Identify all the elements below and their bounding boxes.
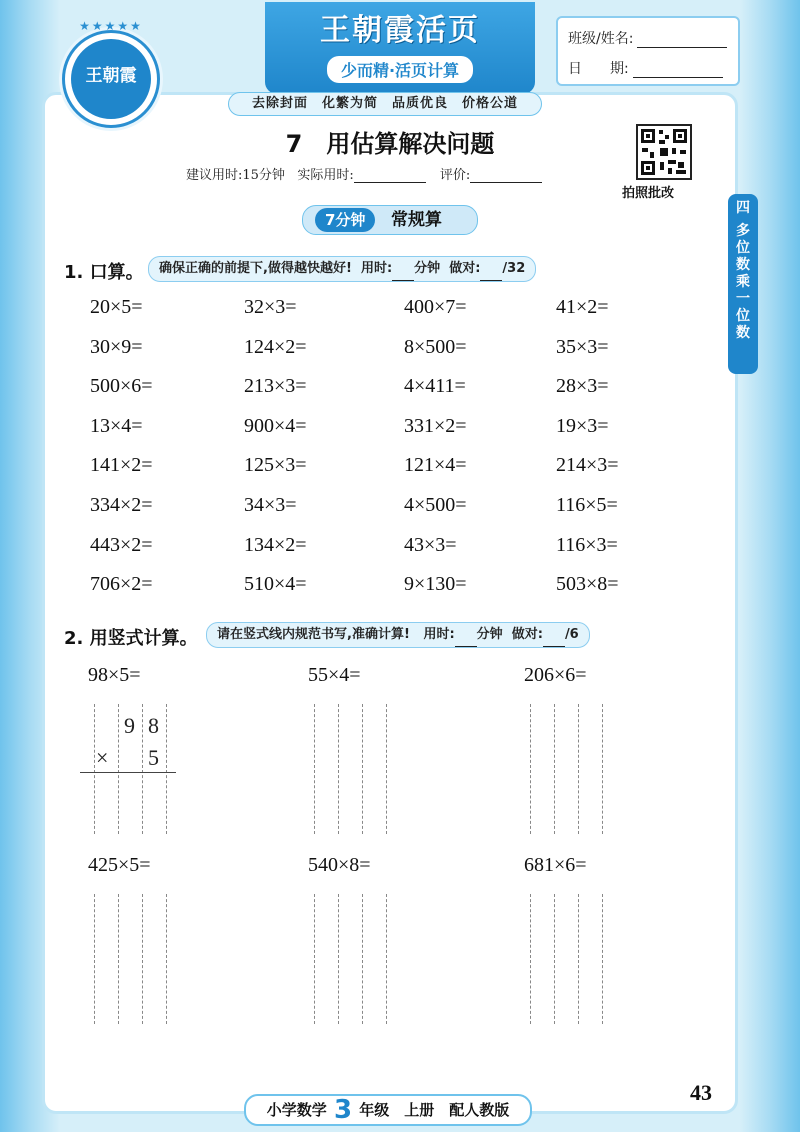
slogan-bar: 去除封面 化繁为简 品质优良 价格公道 xyxy=(228,92,542,116)
oral-problem: 4×411= xyxy=(404,375,466,398)
oral-problem: 214×3= xyxy=(556,454,619,477)
vertical-guide-line xyxy=(338,894,340,1024)
badge-time: 7分钟 xyxy=(315,208,375,232)
side-tab-char: 位 xyxy=(736,308,750,324)
footer-grade-number: 3 xyxy=(333,1095,353,1125)
oral-problem: 400×7= xyxy=(404,296,467,318)
vertical-guide-line xyxy=(118,894,120,1024)
oral-problem: 116×5= xyxy=(556,494,618,516)
section1-title: 1. 口算。 xyxy=(64,262,144,283)
oral-problem: 43×3= xyxy=(404,533,457,556)
multiply-sign: × xyxy=(96,745,109,770)
brand-subtitle: 少而精·活页计算 xyxy=(327,56,473,83)
time-meta xyxy=(186,164,552,183)
vertical-problem: 55×4= xyxy=(308,664,361,686)
vertical-guide-line xyxy=(166,894,168,1024)
section2-time-label: 用时: xyxy=(423,627,455,642)
oral-problem: 41×2= xyxy=(556,296,609,318)
section1-time-unit: 分钟 xyxy=(414,261,441,276)
side-tab-char: 四 xyxy=(736,200,750,216)
date-row xyxy=(568,58,723,78)
section2-correct-field[interactable] xyxy=(543,634,565,647)
oral-problem: 213×3= xyxy=(244,375,307,398)
logo-text: 王朝霞 xyxy=(71,39,151,119)
section1-time-field[interactable] xyxy=(392,268,414,281)
vertical-guide-line xyxy=(118,704,120,834)
oral-problem: 28×3= xyxy=(556,375,609,398)
vertical-guide-line xyxy=(142,894,144,1024)
content-frame xyxy=(42,92,738,1114)
section2-tip-text: 请在竖式线内规范书写,准确计算! xyxy=(217,627,410,642)
oral-problem: 500×6= xyxy=(90,375,153,398)
oral-problem: 141×2= xyxy=(90,454,153,477)
oral-problem: 30×9= xyxy=(90,335,143,358)
oral-problem: 900×4= xyxy=(244,414,307,437)
actual-time-label: 实际用时: xyxy=(297,168,354,183)
vertical-problem: 540×8= xyxy=(308,854,371,876)
date-label: 日 期: xyxy=(568,61,629,77)
qr-code-icon[interactable] xyxy=(636,124,692,180)
oral-problem: 32×3= xyxy=(244,296,297,318)
example-digit: 8 xyxy=(148,713,159,738)
section1-tip xyxy=(148,256,536,282)
section2-correct-label: 做对: xyxy=(511,627,543,642)
lesson-title: 7 用估算解决问题 xyxy=(285,130,495,158)
vertical-problem: 681×6= xyxy=(524,854,587,876)
section1-total: /32 xyxy=(502,261,526,276)
oral-problem: 35×3= xyxy=(556,335,609,358)
oral-problem: 19×3= xyxy=(556,414,609,437)
section2-tip xyxy=(206,622,590,648)
vertical-guide-line xyxy=(578,894,580,1024)
vertical-guide-line xyxy=(602,704,604,834)
section2-time-field[interactable] xyxy=(455,634,477,647)
oral-problem: 331×2= xyxy=(404,414,467,437)
section-badge xyxy=(302,205,478,235)
section1-tip-text: 确保正确的前提下,做得越快越好! xyxy=(159,261,352,276)
vertical-guide-line xyxy=(578,704,580,834)
example-digit: 5 xyxy=(148,745,159,770)
oral-problem: 443×2= xyxy=(90,533,153,556)
section2-total: /6 xyxy=(564,627,579,642)
vertical-guide-line xyxy=(362,704,364,834)
page-number: 43 xyxy=(690,1080,712,1105)
oral-problem: 9×130= xyxy=(404,573,467,596)
vertical-guide-line xyxy=(94,894,96,1024)
side-tab-char: 多 xyxy=(736,223,750,239)
vertical-guide-line xyxy=(142,704,144,834)
brand-logo xyxy=(62,19,160,128)
vertical-guide-line xyxy=(386,704,388,834)
oral-problem: 121×4= xyxy=(404,454,467,477)
brand-title: 王朝霞活页 xyxy=(320,13,480,48)
section2-title: 2. 用竖式计算。 xyxy=(64,628,198,649)
section1-time-label: 用时: xyxy=(360,261,393,276)
vertical-guide-line xyxy=(338,704,340,834)
example-digit: 9 xyxy=(124,713,135,738)
class-name-label: 班级/姓名: xyxy=(568,31,634,47)
side-tab-char: 一 xyxy=(736,291,750,307)
student-info-box xyxy=(556,16,740,86)
vertical-guide-line xyxy=(530,704,532,834)
side-tab-char: 位 xyxy=(736,240,750,256)
oral-problem: 124×2= xyxy=(244,335,307,358)
oral-problem: 510×4= xyxy=(244,573,307,596)
badge-name: 常规算 xyxy=(391,210,442,230)
oral-problem: 706×2= xyxy=(90,573,153,596)
oral-problem: 4×500= xyxy=(404,494,467,516)
class-name-row xyxy=(568,28,727,48)
side-tab-char: 数 xyxy=(736,325,750,341)
example-underline xyxy=(80,772,176,773)
vertical-problem: 98×5= xyxy=(88,664,141,686)
footer-bar xyxy=(244,1094,532,1126)
rating-label: 评价: xyxy=(439,168,471,183)
oral-problem: 13×4= xyxy=(90,414,143,437)
suggested-time: 建议用时:15分钟 xyxy=(186,168,285,183)
oral-problem: 125×3= xyxy=(244,454,307,477)
oral-problem: 20×5= xyxy=(90,296,143,318)
rating-field[interactable] xyxy=(470,170,542,183)
vertical-guide-line xyxy=(554,894,556,1024)
date-field[interactable] xyxy=(633,63,723,78)
actual-time-field[interactable] xyxy=(354,170,426,183)
vertical-guide-line xyxy=(166,704,168,834)
chapter-side-tab xyxy=(728,194,758,374)
section1-correct-field[interactable] xyxy=(480,268,502,281)
oral-problem: 334×2= xyxy=(90,494,153,516)
footer-grade-rest: 年级 上册 配人教版 xyxy=(359,1101,510,1119)
oral-problem: 34×3= xyxy=(244,494,297,516)
vertical-guide-line xyxy=(554,704,556,834)
section1-correct-label: 做对: xyxy=(449,261,481,276)
vertical-problem: 206×6= xyxy=(524,664,587,686)
oral-problem: 134×2= xyxy=(244,533,307,556)
vertical-guide-line xyxy=(314,894,316,1024)
brand-banner xyxy=(265,2,535,94)
vertical-guide-line xyxy=(314,704,316,834)
vertical-problem: 425×5= xyxy=(88,854,151,876)
oral-problem: 116×3= xyxy=(556,533,618,556)
side-tab-char: 乘 xyxy=(736,274,750,290)
class-name-field[interactable] xyxy=(637,33,727,48)
oral-problem: 503×8= xyxy=(556,573,619,596)
vertical-guide-line xyxy=(602,894,604,1024)
qr-label: 拍照批改 xyxy=(622,186,675,201)
footer-subject: 小学数学 xyxy=(266,1101,327,1119)
vertical-guide-line xyxy=(362,894,364,1024)
stars-icon: ★★★★★ xyxy=(79,19,143,33)
vertical-guide-line xyxy=(386,894,388,1024)
oral-problem: 8×500= xyxy=(404,335,467,358)
vertical-guide-line xyxy=(530,894,532,1024)
side-tab-char: 数 xyxy=(736,257,750,273)
section2-time-unit: 分钟 xyxy=(476,627,503,642)
